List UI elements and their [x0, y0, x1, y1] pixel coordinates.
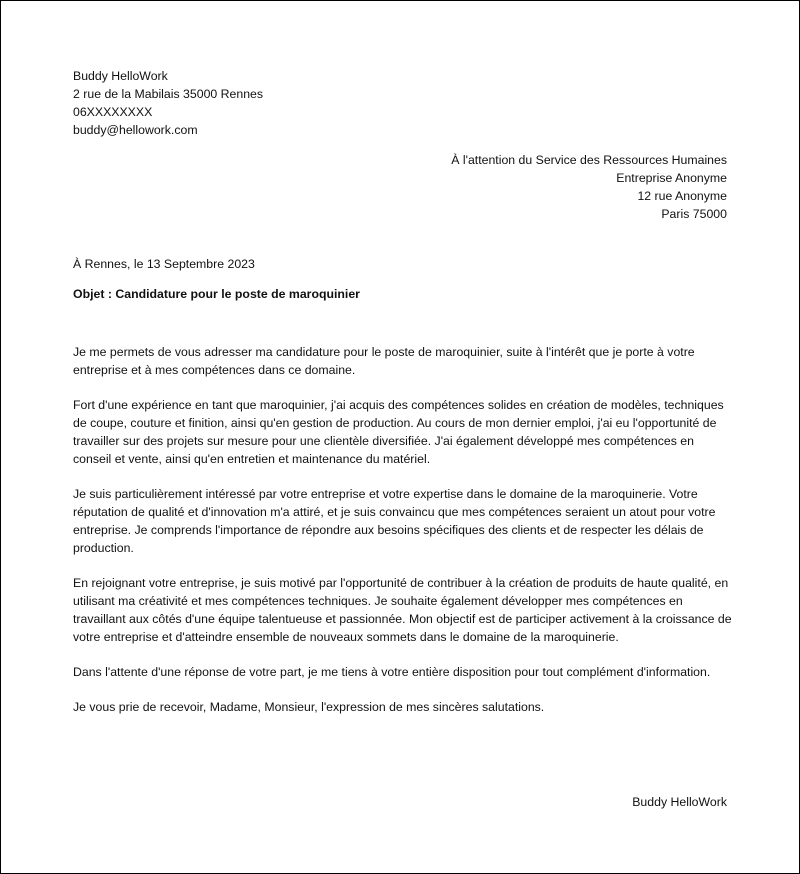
signature: Buddy HelloWork [632, 795, 727, 809]
recipient-attention: À l'attention du Service des Ressources Humaines [451, 153, 727, 167]
date-line: À Rennes, le 13 Septembre 2023 [73, 257, 255, 271]
sender-address: 2 rue de la Mabilais 35000 Rennes [73, 87, 264, 101]
closing-paragraph: Je vous prie de recevoir, Madame, Monsieur, l'expression de mes sincères salutations. [73, 700, 545, 714]
body-paragraph: Je suis particulièrement intéressé par votre entreprise et votre expertise dans le domaine de la maroquinerie. Votre réputation de qualité et d'innovation m'a attiré, et je suis convaincu que mes compétences seraient un atout pour votre entreprise. Je comprends l'importance de répondre aux besoins spécifiques des clients et de respecter les délais de production. [73, 487, 716, 555]
body-paragraph: Fort d'une expérience en tant que maroquinier, j'ai acquis des compétences solides en création de modèles, techniques de coupe, couture et finition, ainsi qu'en gestion de production. Au cours de mon dernier emploi, j'ai eu l'opportunité de travailler sur des projets sur mesure pour une clientèle diversifiée. J'ai également développé mes compétences en conseil et vente, ainsi qu'en entretien et maintenance du matériel. [73, 398, 724, 466]
body-paragraph: En rejoignant votre entreprise, je suis motivé par l'opportunité de contribuer à la création de produits de haute qualité, en utilisant ma créativité et mes compétences techniques. Je souhaite également développer mes compétences en travaillant aux côtés d'une équipe talentueuse et passionnée. Mon objectif est de participer activement à la croissance de votre entreprise et d'atteindre ensemble de nouveaux sommets dans le domaine de la maroquinerie. [73, 576, 732, 644]
recipient-city: Paris 75000 [661, 207, 727, 221]
sender-phone: 06XXXXXXXX [73, 105, 153, 119]
recipient-street: 12 rue Anonyme [637, 189, 727, 203]
recipient-block [451, 151, 727, 223]
subject-line: Objet : Candidature pour le poste de maroquinier [73, 287, 360, 301]
sender-block [73, 67, 263, 139]
sender-name: Buddy HelloWork [73, 69, 168, 83]
sender-email: buddy@hellowork.com [73, 123, 198, 137]
recipient-company: Entreprise Anonyme [616, 171, 727, 185]
body-paragraph: Je me permets de vous adresser ma candidature pour le poste de maroquinier, suite à l'intérêt que je porte à votre entreprise et à mes compétences dans ce domaine. [73, 345, 695, 377]
letter-body [73, 343, 733, 733]
body-paragraph: Dans l'attente d'une réponse de votre part, je me tiens à votre entière disposition pour tout complément d'information. [73, 665, 711, 679]
